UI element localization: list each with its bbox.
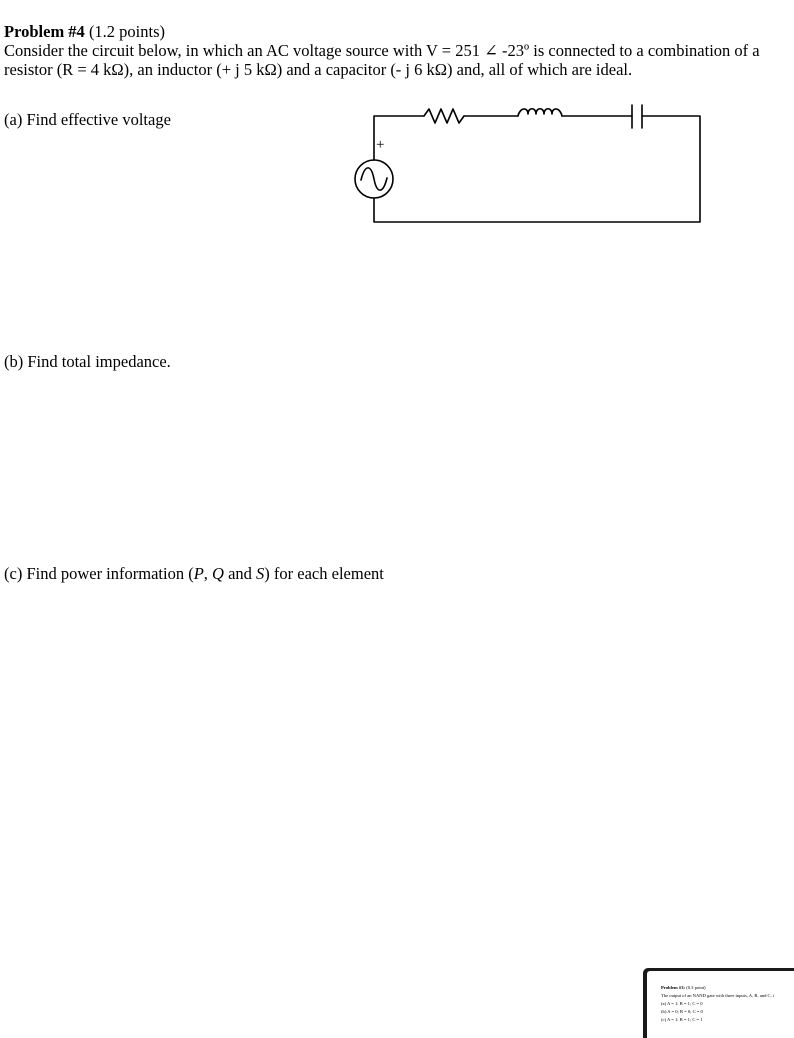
thumbnail-title: Problem #3:	[661, 985, 686, 990]
wire-return	[374, 116, 700, 222]
problem-points: (1.2 points)	[88, 22, 166, 41]
polarity-plus: +	[376, 137, 385, 153]
part-c-and: and	[223, 564, 257, 583]
problem-heading	[4, 22, 784, 41]
part-c-question	[4, 564, 384, 583]
part-b-question: (b) Find total impedance.	[4, 352, 171, 371]
thumbnail-page	[647, 971, 794, 1038]
part-c-q: Q	[212, 564, 224, 583]
part-c-s: S	[256, 564, 265, 583]
resistor-icon	[424, 109, 464, 123]
part-c-prefix: (c) Find power information (	[4, 564, 194, 583]
part-c-p: P	[193, 564, 204, 583]
part-c-suffix: ) for each element	[264, 564, 384, 583]
sine-wave	[361, 168, 387, 190]
capacitor-icon	[632, 105, 642, 128]
part-a-question: (a) Find effective voltage	[4, 110, 171, 129]
next-problem-thumbnail[interactable]	[643, 968, 794, 1038]
thumbnail-line-1: The output of an NAND gate with three inputs, A, B, and C, i	[661, 993, 775, 998]
problem-statement: Consider the circuit below, in which an AC voltage source with V = 251 ∠ -23º is connected to a combination of a resistor (R = 4 kΩ), an inductor (+ j 5 kΩ) and a capacitor (- j 6 kΩ) and, all of which are ideal.	[4, 41, 760, 79]
problem-block	[4, 22, 784, 79]
problem-title: Problem #4	[4, 22, 85, 41]
circuit-diagram	[340, 100, 710, 230]
inductor-icon	[518, 109, 562, 116]
thumbnail-line-2: (a) A = 1; B = 1; C = 0	[661, 1001, 703, 1006]
thumbnail-line-4: (c) A = 1; B = 1; C = 1	[661, 1017, 703, 1022]
thumbnail-points: (0.3 point)	[686, 985, 706, 990]
part-c-sep: ,	[203, 564, 213, 583]
thumbnail-line-3: (b) A = 0; B = 0; C = 0	[661, 1009, 703, 1014]
thumbnail-heading	[661, 984, 794, 992]
